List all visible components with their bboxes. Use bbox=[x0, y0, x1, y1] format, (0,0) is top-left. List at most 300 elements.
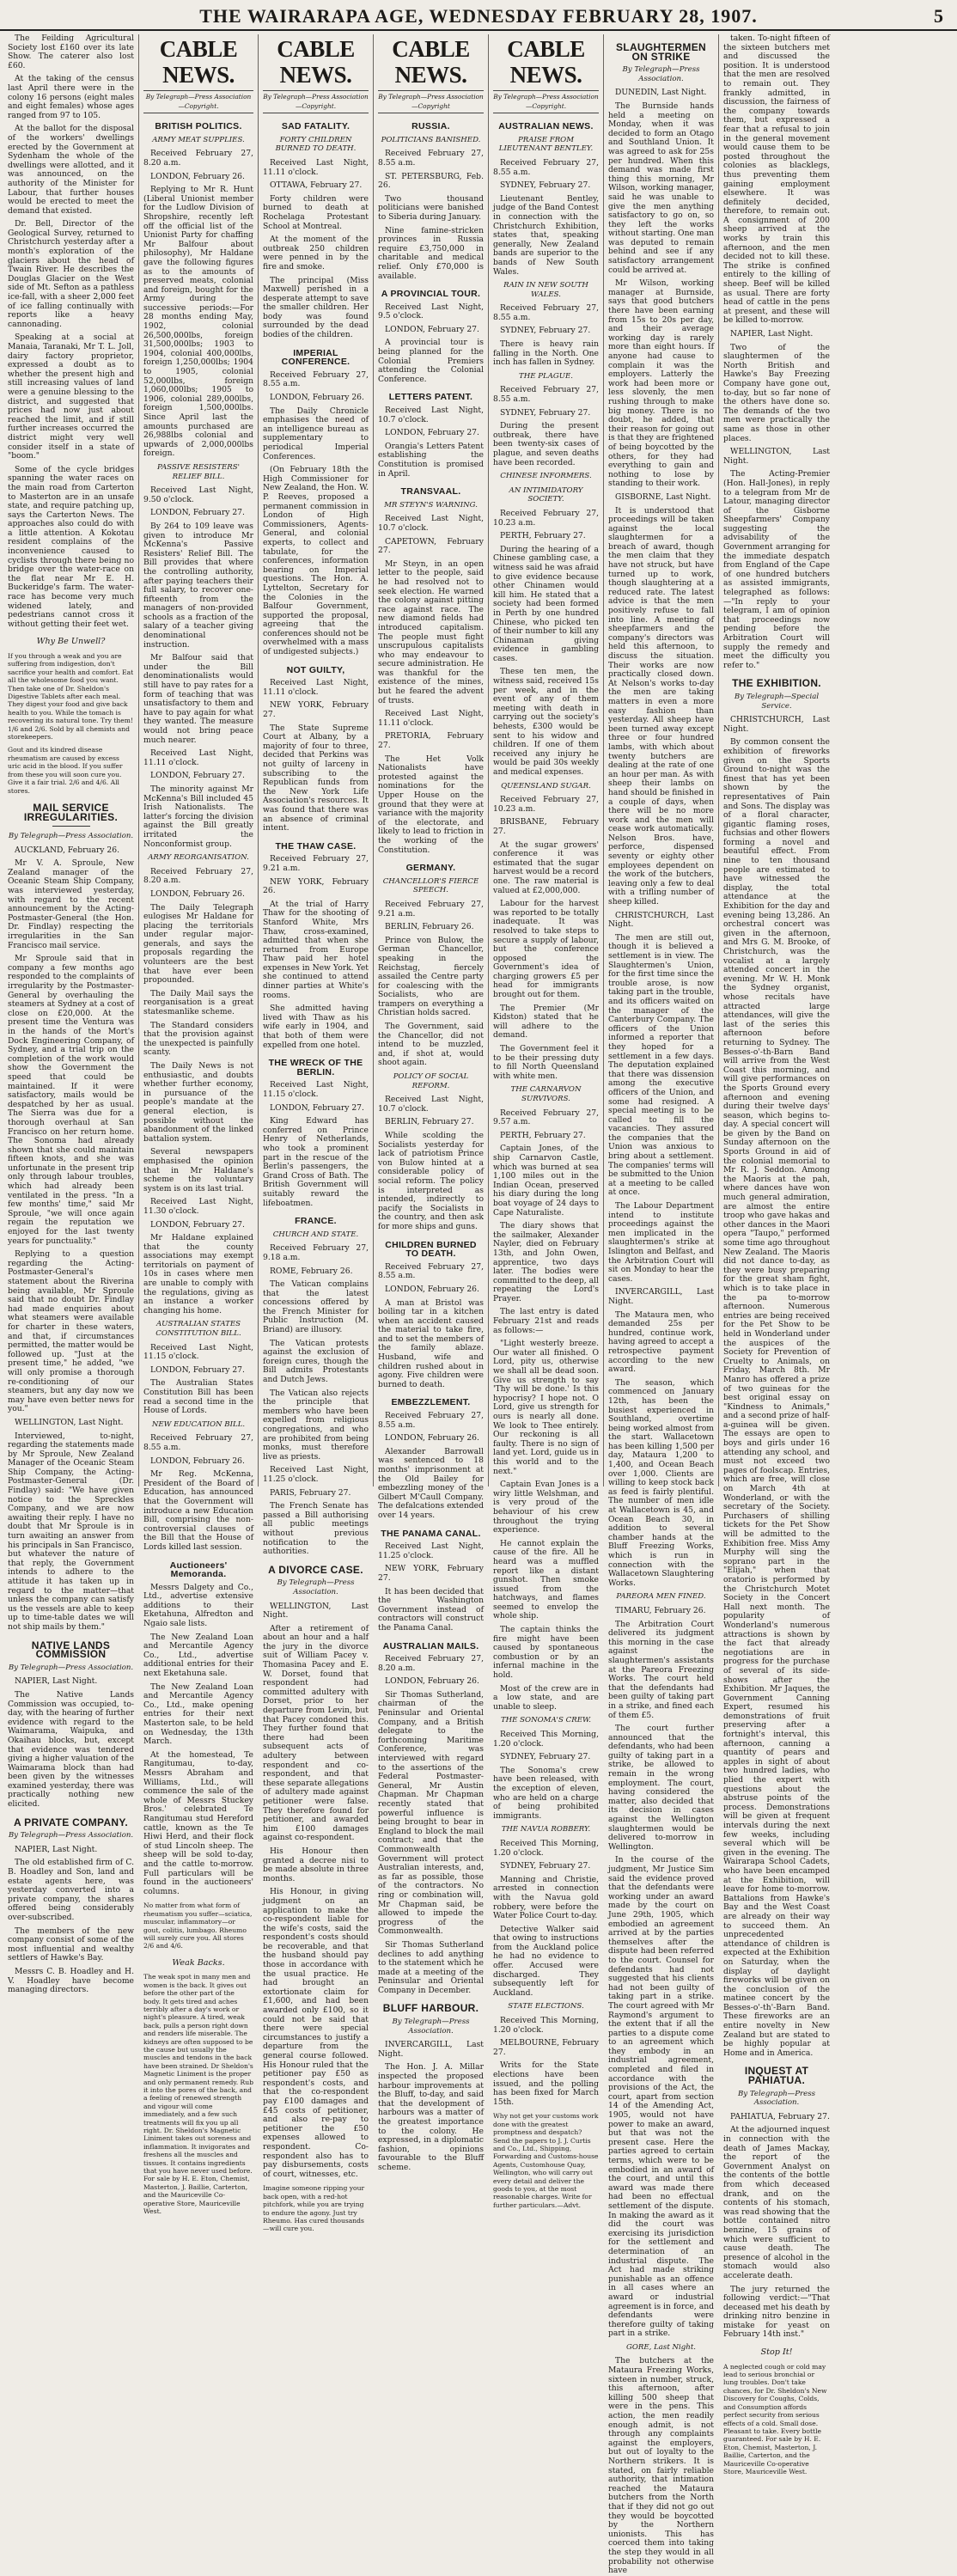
subheading: MR STEYN'S WARNING. bbox=[384, 500, 478, 510]
paragraph: The Hon. J. A. Millar inspected the proposed harbour improvements at the Bluff, to-day, and said that the development of harbours was a matter of the greatest importance to the colony. He expressed, in a diplomatic fashion, opinions favourable to the Bluff scheme. bbox=[378, 2062, 484, 2172]
paragraph: The Acting-Premier (Hon. Hall-Jones), in reply to a telegram from Mr de Latour, managing director of the Gisborne Sheepfarmers' Company suggesting the advisability of the Government arranging for the immediate despatch from England of the Cape of one hundred butchers as assisted immigrants, telegraphed as follows:—"In reply to your telegram, I am of opinion that proceedings now pending before the Arbitration Court will supply the remedy and meet the difficulty you refer to." bbox=[723, 469, 830, 670]
byline: By Telegraph—Press Association—Copyright. bbox=[143, 90, 253, 113]
section-heading: SAD FATALITY. bbox=[281, 121, 350, 132]
paragraph: The Daily Mail says the reorganisation is a great statesmanlike scheme. bbox=[143, 988, 253, 1017]
paragraph: LONDON, February 26. bbox=[385, 1284, 479, 1294]
advert-text: Gout and its kindred disease rheumatism are caused by excess uric acid in the blood. If you suffer from these you will soon cure you. Give it a fair trial. 2/6 and 4/6. All stores. bbox=[8, 746, 123, 795]
paragraph: LONDON, February 26. bbox=[150, 171, 245, 181]
paragraph: Two of the slaughtermen of the North British and Hawke's Bay Freezing Company have gone out, to-day, but so far none of the others have done so. The demands of the two men were practically the same as those in other places. bbox=[723, 342, 830, 443]
paragraph: NEW YORK, February 27. bbox=[263, 700, 369, 720]
paragraph: Labour for the harvest was reported to be totally inadequate. It was resolved to take steps to secure a supply of labour, but the conference opposed the Government's idea of charging growers £5 per head for immigrants brought out for them. bbox=[493, 899, 599, 1000]
subheading: GORE, Last Night. bbox=[625, 2342, 697, 2352]
paragraph: Received Last Night, 9.50 o'clock. bbox=[143, 485, 253, 504]
paragraph: The Government, said the Chancellor, did not intend to be muzzled, and, if shot at, would shoot again. bbox=[378, 1022, 484, 1068]
article-body bbox=[378, 1542, 484, 1633]
paragraph: Mr Balfour said that under the Bill denominationalists would still have to pay rates for a form of teaching that was unsatisfactory to them and have to pay again for what they wanted. The measure would not bring peace much nearer. bbox=[143, 653, 253, 745]
article-body bbox=[608, 2357, 714, 2575]
paragraph: The Daily Telegraph eulogises Mr Haldane for placing the territorials under regular major-generals, and says the proposals regarding the volunteers are the best that have ever been propounded. bbox=[143, 902, 253, 986]
paragraph: LONDON, February 27. bbox=[385, 428, 479, 438]
paragraph: The Sonoma's crew have been released, with the exception of eleven, who are held on a charge of being prohibited immigrants. bbox=[493, 1765, 599, 1821]
advert-text: No matter from what form of rheumatism you suffer—sciatica, muscular, inflammatory—or gout, colitis, lumbago. Rheumo will surely cure you. All stores 2/6 and 4/6. bbox=[143, 1901, 253, 1950]
paragraph: The diary shows that the sailmaker, Alexander Nayler, died on February 13th, and John Owen, apprentice, two days later. The bodies were committed to the deep, all repeating the Lord's Prayer. bbox=[493, 1221, 599, 1303]
paragraph: ROME, February 26. bbox=[270, 1266, 353, 1276]
subheading: STATE ELECTIONS. bbox=[508, 2002, 584, 2011]
paragraph: During the present outbreak, there have been twenty-six cases of plague, and seven deaths have been recorded. bbox=[493, 421, 599, 467]
paragraph: ST. PETERSBURG, Feb. 26. bbox=[378, 171, 484, 191]
subheading: THE NAVUA ROBBERY. bbox=[501, 1825, 591, 1834]
paragraph: Some of the cycle bridges spanning the water races on the main road from Carterton to Masterton are in an unsafe state, and require patching up, says the Carterton News. The approaches also could do with a little attention. A Kokotau resident complains of the inconvenience caused to cyclists through there being no bridge over the water-race on the flat near Mr E. H. Buckeridge's farm. The water-race has become very much widened lately, and pedestrians cannot cross it without getting their feet wet. bbox=[8, 464, 134, 629]
article-body bbox=[608, 1607, 714, 2339]
paragraph: The butchers at the Mataura Freezing Works, sixteen in number, struck, this afternoon, after killing 500 sheep that were in the pens. This action, the men readily enough admit, is not through any complaints against the employers, but out of loyalty to the Northern strikers. It is stated, on fairly reliable authority, that intimation reached the Mataura butchers from the North that if they did not go out they would be boycotted by the Northern unionists. This has coerced them into taking the step they would in all probability not otherwise have bbox=[608, 2356, 714, 2576]
paragraph: BRISBANE, February 27. bbox=[493, 817, 599, 836]
paragraph: Orangia's Letters Patent establishing the Constitution is promised in April. bbox=[378, 441, 484, 479]
byline: By Telegraph—Press Association—Copyright bbox=[378, 90, 484, 113]
paragraph: A provincial tour is being planned for the Colonial Premiers attending the Colonial Conference. bbox=[378, 338, 484, 384]
paragraph: Received This Morning, 1.20 o'clock. bbox=[493, 1838, 599, 1858]
paragraph: SYDNEY, February 27. bbox=[500, 180, 591, 191]
paragraph: Nine famine-stricken provinces in Russia require £3,750,000 in charitable and medical relief. Only £70,000 is available. bbox=[378, 225, 484, 281]
paragraph: GISBORNE, Last Night. bbox=[615, 491, 711, 502]
paragraph: Replying to Mr R. Hunt (Liberal Unionist member for the Ludlow Division of Shropshire, recently left off the official list of the Unionist Party for chaffing Mr Balfour about philosophy), Mr Haldane gave the following figures as to the amounts of preserved meats, colonial and foreign, bought for the Army during the successive periods:—For 28 months ending May, 1902, colonial 26,500,000lbs, foreign 31,500,000lbs; 1903 to 1904, colonial 400,000lbs, foreign 1,250,000lbs; 1904 to 1905, colonial 52,000lbs, foreign 1,060,000lbs; 1905 to 1906, colonial 289,000lbs, foreign 1,500,000lbs. Since April last the amounts purchased are 26,988lbs colonial and upwards of 2,000,000lbs foreign. bbox=[143, 185, 253, 459]
article-body bbox=[493, 1840, 599, 1999]
paragraph: Received Last Night, 11.25 o'clock. bbox=[263, 1465, 369, 1484]
paragraph: The Arbitration Court delivered its judgment this morning in the case against the slaughtermen's assistants at the Pareora Freezing Works. The court held that the defendants had been guilty of taking part in a strike, and fined each of them £5. bbox=[608, 1619, 714, 1720]
section-heading: FRANCE. bbox=[295, 1216, 337, 1227]
paragraph: CHRISTCHURCH, Last Night. bbox=[723, 715, 830, 734]
paragraph: SYDNEY, February 27. bbox=[500, 1861, 591, 1871]
cable-news-banner: CABLE NEWS. bbox=[507, 36, 585, 88]
paragraph: Received February 27, 8.20 a.m. bbox=[143, 149, 253, 168]
paragraph: Received February 27, 10.23 a.m. bbox=[493, 508, 599, 528]
paragraph: His Honour, in giving judgment on an application to make the co-respondent liable for the wife's costs, said the respondent's costs should be recoverable, and that the husband should pay those in accordance with the usual practice. He had brought an extortionate claim for £1,600, and had been awarded only £100, so it could not be said that there were special circumstances to justify a departure from the general course followed. His Honour ruled that the petitioner pay £50 as respondent's costs, and that the co-respondent pay £100 damages and £45 costs of petitioner, and also re-pay to petitioner the £50 expenses allowed to respondent. Co-respondent also has to pay disbursements, costs of court, witnesses, etc. bbox=[263, 1887, 369, 2179]
paragraph: Several newspapers emphasised the opinion that in Mr Haldane's scheme the voluntary system is on its last trial. bbox=[143, 1147, 253, 1193]
article-body bbox=[8, 846, 134, 1633]
paragraph: The Australian States Constitution Bill has been read a second time in the House of Lords. bbox=[143, 1378, 253, 1416]
paragraph: The Feilding Agricultural Society lost £160 over its late Show. The caterer also lost £60. bbox=[8, 34, 134, 70]
paragraph: At the homestead, Te Rangitumau, to-day, Messrs Abraham and Williams, Ltd., will commence the sale of the whole of Messrs Stuckey Bros.' celebrated Te Rangitumau stud Hereford cattle, known as the Te Hiwi Herd, and their flock of stud Lincoln sheep. The sheep will be sold to-day, and the cattle to-morrow. Full particulars will be found in the auctioneers' columns. bbox=[143, 1749, 253, 1896]
paragraph: Mr Reg. McKenna, President of the Board of Education, has announced that the Government will introduce a new Education Bill, comprising the non-controversial clauses of the Bill that the House of Lords killed last session. bbox=[143, 1469, 253, 1552]
article-heading: MAIL SERVICE IRREGULARITIES. bbox=[23, 801, 119, 823]
article-body bbox=[263, 1081, 369, 1208]
paragraph: Mr Haldane explained that the county associations may exempt territorials on payment of 10s in cases where men are unable to comply with the regulations, giving as an instance a worker changing his home. bbox=[143, 1233, 253, 1315]
paragraph: The men are still out, though it is believed a settlement is in view. The Slaughtermen's Union, for the first time since the trouble arose, is now taking part in the trouble, and its officers waited on the manager of the Canterbury Company. The officers of the Union informed a reporter that they hoped for a settlement in a few days. The deputation explained that there was dissension among the executive officers of the Union, and some had resigned. A special meeting is to be called to fill the vacancies. They assured the companies that the Union was anxious to bring about a settlement. The companies' terms will be submitted to the Union at a meeting to be called at once. bbox=[608, 932, 714, 1198]
section-heading: AUSTRALIAN MAILS. bbox=[382, 1640, 479, 1651]
paragraph: Received Last Night, 10.7 o'clock. bbox=[378, 1095, 484, 1114]
article-heading: A PRIVATE COMPANY. bbox=[14, 1816, 128, 1828]
article-body bbox=[378, 2041, 484, 2172]
paragraph: At the taking of the census last April there were in the colony 16 persons (eight males and eight females) whose ages ranged from 97 to 105. bbox=[8, 74, 134, 120]
paragraph: Received Last Night, 11.11 o'clock. bbox=[263, 157, 369, 177]
paragraph: taken. To-night fifteen of the sixteen butchers met and discussed the position. It is understood that the men are resolved to remain out. They frankly admitted, in discussion, the fairness of the company towards them, but expressed a fear that a refusal to join in the general movement would cause them to be posted throughout the colonies as blacklegs, thus preventing them gaining employment elsewhere. It was definitely decided, therefore, to remain out. A consignment of 200 sheep arrived at the works by train this afternoon, and the men decided not to kill these. The strike is confined entirely to the killing of sheep. Beef will be killed as usual. There are forty head of cattle in the pens at present, and these will be killed to-morrow. bbox=[723, 34, 830, 326]
paragraph: The old established firm of C. B. Hoadley and Son, land and estate agents here, was yesterday converted into a private company, the shares offered being considerably over-subscribed. bbox=[8, 1858, 134, 1922]
article-body bbox=[378, 303, 484, 385]
paragraph: It is understood that proceedings will be taken against the local slaughtermen for a breach of award, though the men claim that they have not struck, but have turned up to work, though slaughtering at a reduced rate. The latest advice is that the men positively refuse to fall into line. A meeting of sheepfarmers and the company's directors was held this afternoon, to discuss the situation. Their works are now practically closed down. At Nelson's works to-day the men are taking matters in even a more easy fashion than yesterday. All sheep have been turned away except three or four hundred lambs, with which about twenty butchers are dealing at the rate of one an hour per man. As with sheep their lambs on hand should be finished in a couple of days, when there will be no more work and the men will cease work automatically. Nelson Bros. have, perforce, dispensed seventy or eighty other employees dependent on the work of the butchers, leaving only a few to deal with a trifling number of sheep killed. bbox=[608, 505, 714, 907]
section-heading: TRANSVAAL. bbox=[400, 486, 461, 497]
paragraph: The principal (Miss Maxwell) perished in a desperate attempt to save the smaller children. Her body was found surrounded by the dead bodies of the children. bbox=[263, 275, 369, 340]
subheading: NEW EDUCATION BILL. bbox=[151, 1419, 246, 1429]
paragraph: Received Last Night, 11.11 o'clock. bbox=[263, 678, 369, 697]
subheading: THE SONOMA'S CREW. bbox=[500, 1716, 592, 1725]
section-heading: SLAUGHTERMEN ON STRIKE bbox=[616, 41, 706, 63]
paragraph: Received Last Night, 11.11 o'clock. bbox=[378, 709, 484, 728]
paragraph: CHRISTCHURCH, Last Night. bbox=[608, 910, 714, 930]
article-body bbox=[263, 679, 369, 833]
paragraph: King Edward has conferred on Prince Henry of Netherlands, who took a prominent part in the rescue of the Berlin's passengers, the Grand Cross of Bath. The British Government will suitably reward the lifeboatmen. bbox=[263, 1116, 369, 1208]
paragraph: Speaking at a social at Manaia, Taranaki, Mr T. L. Joll, dairy factory proprietor, expressed a doubt as to whether the present high and still increasing values of land were a genuine blessing to the district, and suggested that prices had now just about reached the limit, and if still further increases occurred the district might very well consider itself in a state of "boom." bbox=[8, 333, 134, 461]
paragraph: NAPIER, Last Night. bbox=[15, 1676, 98, 1687]
article-body bbox=[263, 1602, 369, 2180]
paragraph: While scolding the Socialists yesterday for lack of patriotism Prince von Bulow hinted at a considerable policy of social reform. The policy is interpreted as intended, indirectly to pacify the Socialists in the country, and then ask for more ships and guns. bbox=[378, 1131, 484, 1231]
subheading: FORTY CHILDREN BURNED TO DEATH. bbox=[275, 135, 357, 154]
paragraph: The Mataura men, who demanded 25s per hundred, continue work, having agreed to accept a retrospective payment according to the new award. bbox=[608, 1309, 714, 1375]
advert-heading: Weak Backs. bbox=[172, 1957, 225, 1968]
paragraph: The court further announced that the defendants, who had been guilty of taking part in a strike, be allowed to remain in the wrong employment. The court, having considered the matter, also decided that its decision in cases against the Wellington slaughtermen would be delivered to-morrow in Wellington. bbox=[608, 1724, 714, 1852]
paragraph: PARIS, February 27. bbox=[270, 1487, 351, 1498]
paragraph: "Light westerly breeze. Our water all finished. O Lord, pity us, otherwise we shall all be dead soon. Give us strength to say 'Thy will be done.' Is this hypocrisy? I hope not. O Lord, give us strength for ours is nearly all done. We look to Thee entirely. Our reckoning is all faulty. There is no sign of land yet. Lord, guide us in this world and to the next." bbox=[493, 1339, 599, 1476]
section-heading: Auctioneers' Memoranda. bbox=[169, 1560, 228, 1580]
byline: By Telegraph—Special Service. bbox=[734, 692, 820, 711]
article-body bbox=[723, 716, 830, 2058]
subheading: THE PLAGUE. bbox=[518, 371, 574, 381]
paragraph: The Daily News is not enthusiastic, and doubts whether further economy, in pursuance of the people's mandate at the general election, is possible without the abandonment of the linked battalion system. bbox=[143, 1061, 253, 1144]
paragraph: Mr Wilson, working manager at Burnside, says that good butchers there have been earning from 15s to 20s per day, and their average working day is rarely more than eight hours. If anyone had cause to complain it was the employers. Latterly the work had been more or less slovenly, the men rushing through to make big money. There is no doubt, he added, that their reason for going out is that they are frightened of being boycotted by the others, for they had everything to gain and nothing to lose by standing to their work. bbox=[608, 278, 714, 489]
paragraph: SYDNEY, February 27. bbox=[500, 407, 591, 418]
paragraph: The Daily Chronicle emphasises the need of an intelligence bureau as supplementary to periodical Imperial Conferences. bbox=[263, 406, 369, 461]
paragraph: Replying to a question regarding the Acting-Postmaster-General's statement about the Riverina being available, Mr Sproule said that no doubt Dr. Findlay had made enquiries about what steamers were available for charter in these waters, and that, if circumstances permitted, the matter would be followed up. "Just at the present time," he added, "we will only promise a thorough re-conditioning of our steamers, but any day now we may have even better news for you." bbox=[8, 1249, 134, 1414]
paragraph: The captain thinks the fire might have been caused by spontaneous combustion or by an infernal machine in the hold. bbox=[493, 1625, 599, 1681]
paragraph: LONDON, February 27. bbox=[385, 324, 479, 334]
paragraph: (On February 18th the High Commissioner for New Zealand, the Hon. W. P. Reeves, proposed a permanent commission in London of High Commissioners, Agents-General, and colonial experts, to collect and tabulate, for the conferences, information bearing on Imperial questions. The Hon. A. Lyttelton, Secretary for the Colonies in the Balfour Government, supported the proposal, agreeing that the conferences should not be overwhelmed with a mass of undigested subjects.) bbox=[263, 465, 369, 657]
paragraph: At the trial of Harry Thaw for the shooting of Stanford White, Mrs Thaw, cross-examined, admitted that when she returned from Europe Thaw paid her hotel expenses in New York. Yet she continued to attend dinner parties at White's rooms. bbox=[263, 899, 369, 1000]
subheading: RAIN IN NEW SOUTH WALES. bbox=[503, 281, 588, 299]
paragraph: WELLINGTON, Last Night. bbox=[15, 1417, 124, 1427]
paragraph: Mr Steyn, in an open letter to the people, said he had resolved not to seek election. He warned the colony against pitting race against race. The new diamond fields had introduced capitalism. The people must fight unscrupulous capitalists who may endeavour to secure administration. He was thankful for the existence of the mines, but he feared the advent of trusts. bbox=[378, 559, 484, 705]
paragraph: The New Zealand Loan and Mercantile Agency Co., Ltd., advertise additional entries for their next Eketahuna sale. bbox=[143, 1632, 253, 1679]
column-6 bbox=[604, 34, 719, 2576]
paragraph: SYDNEY, February 27. bbox=[500, 326, 591, 336]
paragraph: Received This Morning, 1.20 o'clock. bbox=[493, 1730, 599, 1749]
subheading: THE CARNARVON SURVIVORS. bbox=[510, 1085, 582, 1103]
paragraph: LONDON, February 26. bbox=[270, 393, 364, 403]
paragraph: Mr V. A. Sproule, New Zealand manager of the Oceanic Steam Ship Company, was interviewed yesterday, with regard to the recent announcement by the Acting-Postmaster-General (the Hon. Dr. Findlay) respecting the irregularities in the San Francisco mail service. bbox=[8, 858, 134, 950]
article-body bbox=[378, 900, 484, 1068]
paragraph: TIMARU, February 26. bbox=[615, 1605, 706, 1615]
paragraph: NEW YORK, February 27. bbox=[378, 1564, 484, 1583]
subheading: ARMY MEAT SUPPLIES. bbox=[152, 135, 245, 144]
article-body bbox=[493, 159, 599, 277]
section-heading: BLUFF HARBOUR. bbox=[382, 2002, 479, 2015]
subheading: CHURCH AND STATE. bbox=[272, 1230, 359, 1239]
article-body bbox=[723, 34, 830, 670]
paragraph: Detective Walker said that owing to instructions from the Auckland police he had no evidence to offer. Accused were discharged. They subsequently left for Auckland. bbox=[493, 1924, 599, 1998]
paragraph: LONDON, February 26. bbox=[150, 1456, 245, 1466]
paragraph: The Standard considers that the provision against the unexpected is painfully scanty. bbox=[143, 1020, 253, 1058]
section-heading: EMBEZZLEMENT. bbox=[391, 1397, 471, 1408]
paragraph: The Native Lands Commission was occupied, to-day, with the hearing of further evidence with regard to the Waimarama, Waipuka, and Okaihau blocks, but, except that evidence was tendered giving a higher valuation of the Waimarama block than had been given by the witnesses examined yesterday, there was practically nothing new elicited. bbox=[8, 1689, 134, 1810]
paragraph: Lieutenant Bentley, judge of the Band Contest in connection with the Christchurch Exhibition, states that, speaking generally, New Zealand bands are superior to the bands of New South Wales. bbox=[493, 193, 599, 277]
paragraph: SYDNEY, February 27. bbox=[500, 1752, 591, 1762]
paragraph: Received February 27, 8.55 a.m. bbox=[143, 1433, 253, 1452]
local-news-paragraphs bbox=[8, 34, 134, 629]
article-heading: NATIVE LANDS COMMISSION bbox=[31, 1639, 111, 1661]
paragraph: NAPIER, Last Night. bbox=[15, 1844, 98, 1854]
article-body bbox=[143, 150, 253, 459]
section-heading: THE THAW CASE. bbox=[275, 840, 357, 852]
paragraph: There is heavy rain falling in the North. One inch has fallen in Sydney. bbox=[493, 339, 599, 368]
article-body bbox=[378, 515, 484, 855]
subheading: AUSTRALIAN STATES CONSTITUTION BILL. bbox=[155, 1320, 241, 1339]
paragraph: WELLINGTON, Last Night. bbox=[263, 1601, 369, 1621]
column-5 bbox=[489, 34, 604, 2209]
paragraph: Received Last Night, 11.11 o'clock. bbox=[143, 748, 253, 767]
paragraph: By 264 to 109 leave was given to introduce Mr McKenna's Passive Resisters' Relief Bill. The Bill provides that where the controlling authority, after paying teachers their full salary, to recover one-fifteenth from the managers of non-provided schools as a fraction of the salary of a teacher giving denominational instruction. bbox=[143, 521, 253, 650]
article-body bbox=[378, 406, 484, 479]
article-body bbox=[493, 510, 599, 778]
advert-text: If you through a weak and you are suffering from indigestion, don't sacrifice your health and comfort. Eat all the wholesome food you want. Then take one of Dr. Sheldon's Digestive Tablets after each meal. They digest your food and give back health to you. While the tomach is recovering its natural tone. Try them! 1/6 and 2/6. Sold by all chemists and storekeepers. bbox=[8, 652, 134, 742]
subheading: POLICY OF SOCIAL REFORM. bbox=[393, 1072, 469, 1090]
column-2 bbox=[139, 34, 259, 2216]
article-body bbox=[493, 1109, 599, 1712]
column-4 bbox=[374, 34, 489, 2172]
paragraph: The New Zealand Loan and Mercantile Agency Co., Ltd., make opening entries for their next Masterton sale, to be held on Wednesday, the 13th March. bbox=[143, 1682, 253, 1747]
subheading: QUEENSLAND SUGAR. bbox=[501, 781, 591, 791]
paragraph: A man at Bristol was boiling tar in a kitchen when an accident caused the material to take fire, and to set the members of the family ablaze. Husband, wife and children rushed about in agony. Five children were burned to death. bbox=[378, 1297, 484, 1389]
paragraph: Forty children were burned to death at Rochelaga Protestant School at Montreal. bbox=[263, 193, 369, 231]
article-body bbox=[378, 1412, 484, 1521]
paragraph: He cannot explain the cause of the fire. All he heard was a muffled report like a distant gunshot. Then smoke issued from the hatchways, and flames seemed to envelop the whole ship. bbox=[493, 1538, 599, 1621]
section-heading: A PROVINCIAL TOUR. bbox=[381, 289, 481, 300]
article-body bbox=[143, 1344, 253, 1416]
paragraph: His Honour then granted a decree nisi to be made absolute in three months. bbox=[263, 1846, 369, 1883]
paragraph: Received February 27, 8.55 a.m. bbox=[378, 1411, 484, 1430]
paragraph: The last entry is dated February 21st and reads as follows:— bbox=[493, 1307, 599, 1335]
section-heading: AUSTRALIAN NEWS. bbox=[498, 121, 594, 132]
subheading: CHINESE INFORMERS. bbox=[500, 472, 592, 481]
paragraph: Interviewed, to-night, regarding the statements made by Mr Sproule, New Zealand Manager of the Oceanic Steam Ship Company, the Acting-Postmaster-General (Dr. Findlay) said: "We have given notice to the Spreckles Company, and we are now awaiting their reply. I have no doubt that Mr Sproule is in turn awaiting an answer from his principals in San Francisco, but whatever the nature of that reply, the Government intends to adhere to the attitude it has taken up in regard to the matter—that unless the company can satisfy us the vessels are able to keep up to time-table dates we will not ship mails by them." bbox=[8, 1431, 134, 1632]
paragraph: LONDON, February 26. bbox=[150, 888, 245, 899]
byline: By Telegraph—Press Association. bbox=[277, 1578, 355, 1596]
paragraph: Received Last Night, 10.7 o'clock. bbox=[378, 514, 484, 533]
byline: By Telegraph—Press Association. bbox=[392, 2017, 470, 2036]
paragraph: Received February 27, 8.55 a.m. bbox=[378, 149, 484, 168]
article-body bbox=[143, 868, 253, 1316]
paragraph: AUCKLAND, February 26. bbox=[15, 845, 120, 855]
article-body bbox=[143, 1584, 253, 1897]
paragraph: The season, which commenced on January 12th, has been the busiest experienced in Southland, overtime being worked almost from the start. Wallacetown has been killing 1,500 per day, Mataura 1,200 to 1,400, and Ocean Beach over 1,000. Clients are willing to keep stock back as feed is fairly plentiful. The number of men idle at Wallacetown is 45, and Ocean Beach 30, in addition to several chamber hands at the Bluff Freezing Works, which is run in connection with the Wallacetown Slaughtering Works. bbox=[608, 1377, 714, 1588]
paragraph: The jury returned the following verdict:—"That deceased met his death by drinking nitro benzine in mistake for yeast on February 14th inst." bbox=[723, 2284, 830, 2340]
cable-news-banner: CABLE NEWS. bbox=[277, 36, 355, 88]
article-body bbox=[378, 1096, 484, 1231]
article-body bbox=[493, 304, 599, 368]
section-heading: NOT GUILTY, bbox=[286, 664, 345, 675]
page-number: 5 bbox=[934, 5, 943, 27]
article-body bbox=[263, 855, 369, 1050]
paragraph: LONDON, February 27. bbox=[150, 1219, 245, 1230]
paragraph: PERTH, February 27. bbox=[500, 1130, 586, 1140]
column-3 bbox=[259, 34, 374, 2233]
paragraph: Captain Evan Jones is a wiry little Welshman, and is very proud of the behaviour of his crew throughout the trying experience. bbox=[493, 1480, 599, 1535]
article-body bbox=[8, 1846, 134, 1995]
article-body bbox=[378, 1655, 484, 1995]
paragraph: LONDON, February 26. bbox=[385, 1676, 479, 1687]
subheading: AN INTIMIDATORY SOCIETY. bbox=[509, 485, 583, 504]
paragraph: The members of the new company consist of some of the most influential and wealthy settlers of Hawke's Bay. bbox=[8, 1926, 134, 1963]
paragraph: The Vatican complains that the latest concessions offered by the French Minister for Public Instruction (M. Briand) are illusory. bbox=[263, 1279, 369, 1335]
paragraph: PAHIATUA, February 27. bbox=[730, 2111, 830, 2121]
article-body bbox=[143, 1434, 253, 1552]
section-heading: INQUEST AT PAHIATUA. bbox=[744, 2065, 809, 2087]
paragraph: LONDON, February 26. bbox=[385, 1433, 479, 1444]
paragraph: At the sugar growers' conference it was estimated that the sugar harvest would be a record one. The raw material is valued at £2,000,000. bbox=[493, 839, 599, 895]
paragraph: Received February 27, 10.23 a.m. bbox=[493, 795, 599, 814]
paragraph: OTTAWA, February 27. bbox=[270, 180, 363, 191]
paragraph: Received Last Night, 11.15 o'clock. bbox=[143, 1342, 253, 1362]
byline: By Telegraph—Press Association—Copyright. bbox=[493, 90, 599, 113]
paragraph: Mr Sproule said that in company a few months ago responded to the complaints of irregularity by the Postmaster-General by overhauling the steamers at Sydney at a cost of close on £20,000. At the present time the Ventura was in the hands of the Mort's Dock Engineering Company, of Sydney, and a trial trip on the completion of the work would show the Government the speed that could be maintained. If it were satisfactory, mails would be despatched by her as usual. The Sierra was due for a thorough overhaul at San Francisco on her return home. The Sonoma had already shown that she could maintain fifteen knots, and she was unfortunate in the present trip only through labour troubles, which had already been ventilated in the press. "In a few months' time," said Mr Sproule, "we will once again regain the reputation we enjoyed for the last twenty years for punctuality." bbox=[8, 954, 134, 1246]
subheading: CHANCELLOR'S FIERCE SPEECH. bbox=[382, 876, 479, 895]
paragraph: Received Last Night, 11.30 o'clock. bbox=[143, 1197, 253, 1216]
paragraph: Messrs Dalgety and Co., Ltd., advertise extensive additions to their Eketahuna, Alfredton and Ngaio sale lists. bbox=[143, 1582, 253, 1629]
paragraph: Received Last Night, 11.25 o'clock. bbox=[378, 1541, 484, 1560]
column-1 bbox=[3, 34, 139, 1995]
article-body bbox=[723, 2113, 830, 2340]
paragraph: The minority against Mr McKenna's Bill included 45 Irish Nationalists. The latter's forcing the division against the Bill greatly irritated the Nonconformist group. bbox=[143, 784, 253, 849]
advert-text: A neglected cough or cold may lead to serious bronchial or lung troubles. Don't take chances, for Dr. Sheldon's New Discovery for Coughs, Colds, and Consumption affords perfect security from serious effects of a cold. Small dose. Pleasant to take. Every bottle guaranteed. For sale by H. E. Eton, Chemist, Masterton, J. Baillie, Carterton, and the Mauriceville Co-operative Store, Mauriceville West. bbox=[723, 2362, 827, 2475]
article-body bbox=[263, 159, 369, 340]
paragraph: The Premier (Mr Kidston) stated that he will adhere to the demand. bbox=[493, 1003, 599, 1041]
section-heading: IMPERIAL CONFERENCE. bbox=[281, 347, 350, 368]
subheading: PASSIVE RESISTERS' RELIEF BILL. bbox=[156, 462, 241, 481]
masthead-title: THE WAIRARAPA AGE, WEDNESDAY FEBRUARY 28, 1907. bbox=[199, 5, 758, 27]
paragraph: Prince von Bulow, the German Chancellor, speaking in the Reichstag, fiercely assailed the Centre party for coalescing with the Socialists, who are trampers on everything a Christian holds sacred. bbox=[378, 935, 484, 1018]
paragraph: These ten men, the witness said, received 15s per week, and in the event of any of them meeting with death in carrying out the society's behests, £300 would be sent to his widow and children. If one of them received any injury he would be paid 30s weekly and medical expenses. bbox=[493, 667, 599, 777]
byline: By Telegraph—Press Association. bbox=[8, 1663, 134, 1672]
paragraph: Dr. Bell, Director of the Geological Survey, returned to Christchurch yesterday after a month's exploration of the glaciers about the head of Twain River. He describes the Douglas Glacier on the West side of Mt. Sefton as a pathless ice-fall, with a sheer 2,000 feet of ice falling continually with reports like a heavy cannonading. bbox=[8, 219, 134, 329]
paragraph: Captain Jones, of the ship Carnarvon Castle, which was burned at sea 1,100 miles out in the Indian Ocean, preserved his diary during the long boat voyage of 24 days to Cape Naturaliste. bbox=[493, 1144, 599, 1218]
paragraph: During the hearing of a Chinese gambling case, a witness said he was afraid to give evidence because other Chinamen would kill him. He stated that a society had been formed in Perth by one hundred Chinese, who picked ten of their number to kill any Chinaman giving evidence in gambling cases. bbox=[493, 544, 599, 663]
article-body bbox=[263, 1244, 369, 1556]
paragraph: Two thousand politicians were banished to Siberia during January. bbox=[378, 193, 484, 222]
byline: By Telegraph—Press Association—Copyright. bbox=[263, 90, 369, 113]
masthead bbox=[0, 0, 957, 31]
paragraph: Received February 27, 8.55 a.m. bbox=[493, 157, 599, 177]
paragraph: Received This Morning, 1.20 o'clock. bbox=[493, 2016, 599, 2035]
paragraph: BERLIN, February 26. bbox=[385, 922, 474, 932]
paragraph: Received February 27, 8.55 a.m. bbox=[493, 385, 599, 405]
paragraph: BERLIN, February 27. bbox=[385, 1117, 474, 1127]
paragraph: WELLINGTON, Last Night. bbox=[723, 447, 830, 466]
paragraph: LONDON, February 27. bbox=[150, 1364, 245, 1375]
paragraph: CAPETOWN, February 27. bbox=[378, 536, 484, 556]
paragraph: Received February 27, 9.21 a.m. bbox=[378, 899, 484, 919]
paragraph: Received February 27, 8.55 a.m. bbox=[263, 369, 369, 389]
paragraph: Received February 27, 8.20 a.m. bbox=[143, 866, 253, 886]
section-heading: THE EXHIBITION. bbox=[732, 677, 821, 690]
paragraph: At the ballot for the disposal of the workers' dwellings erected by the Government at Sydenham the whole of the dwellings were allotted, and it was announced, on the authority of the Minister for Labour, that further houses would be erected to meet the demand that existed. bbox=[8, 124, 134, 216]
paragraph: LONDON, February 27. bbox=[150, 771, 245, 781]
article-body bbox=[493, 1731, 599, 1821]
paragraph: Sir Thomas Sutherland declines to add anything to the statement which he made at a meeting of the Peninsular and Oriental Company in December. bbox=[378, 1939, 484, 1995]
advert-text: The weak spot in many men and women is the back. It gives out before the other part of the body. It gets tired and aches terribly after a day's work or night's pleasure. A tired, weak back, pulls a person right down and renders life miserable. The kidneys are often supposed to be the cause but usually the muscles and tendons in the back have been strained. Dr Sheldon's Magnetic Liniment is the proper and only permanent remedy. Rub it into the pores of the back, and a feeling of renewed strength and vigour will come immediately, and a few such treatments will fix you up all right. Dr. Sheldon's Magnetic Liniment takes out soreness and inflammation. It invigorates and freshens all the muscles and tissues. It contains ingredients that you have never used before. For sale by H. E. Eton, Chemist, Masterton, J. Baillie, Carterton, and the Mauriceville Co-operative Store, Mauriceville West. bbox=[143, 1973, 253, 2216]
article-body bbox=[608, 89, 714, 1588]
paragraph: At the moment of the outbreak 250 children were penned in by the fire and smoke. bbox=[263, 235, 369, 272]
cable-news-banner: CABLE NEWS. bbox=[159, 36, 238, 88]
section-heading: A DIVORCE CASE. bbox=[268, 1563, 363, 1576]
divider bbox=[52, 826, 90, 827]
byline: By Telegraph—Press Association. bbox=[737, 2089, 816, 2108]
paragraph: Received February 27, 8.55 a.m. bbox=[493, 303, 599, 322]
section-heading: BRITISH POLITICS. bbox=[155, 121, 242, 132]
subheading: PAREORA MEN FINED. bbox=[616, 1592, 706, 1602]
paragraph: It has been decided that the Washington Government instead of contractors will construct the Panama Canal. bbox=[378, 1586, 484, 1633]
article-body bbox=[493, 386, 599, 467]
paragraph: PRETORIA, February 27. bbox=[378, 731, 484, 751]
paragraph: The French Senate has passed a Bill authorising all public meetings without previous notification to the authorities. bbox=[263, 1501, 369, 1557]
article-body bbox=[493, 2017, 599, 2107]
paragraph: Received February 27, 9.21 a.m. bbox=[263, 854, 369, 873]
paragraph: Alexander Barrowall was sentenced to 18 months' imprisonment at the Old Bailey for embezzling money of the Gilbert M'Caull Company. The defalcations extended over 14 years. bbox=[378, 1446, 484, 1520]
paragraph: The Government feel it to be their pressing duty to fill North Queensland with white men. bbox=[493, 1044, 599, 1081]
paragraph: The Labour Department intend to institute proceedings against the men implicated in the slaughtermen's strike at Islington and Belfast, and the Arbitration Court will sit on Monday to hear the cases. bbox=[608, 1201, 714, 1284]
paragraph: Received February 27, 8.55 a.m. bbox=[378, 1261, 484, 1281]
paragraph: INVERCARGILL, Last Night. bbox=[608, 1287, 714, 1306]
paragraph: The State Supreme Court at Albany, by a majority of four to three, decided that Perkins was not guilty of larceny in subscribing to the Republican funds from the New York Life Association's resources. It was found that there was an absence of criminal intent. bbox=[263, 723, 369, 833]
paragraph: INVERCARGILL, Last Night. bbox=[378, 2040, 484, 2059]
paragraph: Sir Thomas Sutherland, chairman of the Peninsular and Oriental Company, and a British delegate to the forthcoming Maritime Conference, was interviewed with regard to the assertions of the Federal Postmaster-General, Mr Austin Chapman. Mr Chapman recently stated that powerful influence is being brought to bear in England to block the mail contract; and that the Commonwealth Government will protect Australian interests, and, as far as possible, those of the contractors. No ring or combination will, Mr Chapman said, be allowed to impede the progress of the Commonwealth. bbox=[378, 1689, 484, 1937]
paragraph: Received February 27, 9.57 a.m. bbox=[493, 1108, 599, 1127]
paragraph: Received Last Night, 11.15 o'clock. bbox=[263, 1080, 369, 1099]
paragraph: Messrs C. B. Hoadley and H. V. Hoadley have become managing directors. bbox=[8, 1966, 134, 1995]
article-body bbox=[378, 150, 484, 281]
advert-text: Imagine someone ripping your back open, with a red-hot pitchfork, while you are trying to endure the agony. Just try Rheumo. Has cured thousands—will cure you. bbox=[263, 2184, 365, 2233]
paragraph: The Het Volk Nationalists have protested against the nominations for the Upper House on the ground that they were at variance with the majority of the electorate, and likely to lead to friction in the working of the Constitution. bbox=[378, 754, 484, 855]
paragraph: Received Last Night, 9.5 o'clock. bbox=[378, 302, 484, 321]
advert-heading: Why Be Unwell? bbox=[36, 637, 106, 647]
column-7 bbox=[719, 34, 834, 2475]
byline: By Telegraph—Press Association. bbox=[8, 1831, 134, 1840]
subheading: ARMY REORGANISATION. bbox=[148, 853, 249, 863]
paragraph: NEW YORK, February 26. bbox=[263, 876, 369, 896]
paragraph: The Vatican also rejects the principle that members who have been expelled from religious congregations, and who are prohibited from being monks, must therefore live as priests. bbox=[263, 1388, 369, 1462]
paragraph: MELBOURNE, February 27. bbox=[493, 2038, 599, 2057]
paragraph: Manning and Christie, arrested in connection with the Navua gold robbery, were before the Water Police Court to-day. bbox=[493, 1874, 599, 1921]
paragraph: In the course of the judgment, Mr Justice Sim said the evidence proved that the defendants were working under an award made by the court on June 29th, 1905, which embodied an agreement arrived at by the parties themselves after the dispute had been referred to the court. Counsel for defendants had not suggested that his clients had not been guilty of taking part in a strike. The court agreed with Mr Raymond's argument to the extent that if all the parties to a dispute come to an agreement which they embody in an industrial agreement, completed and filed in accordance with the provisions of the Act, the court, apart from section 14 of the Amending Act, 1905, would not have power to make an award, but that was not the present case. Here the parties agreed to certain terms, which were to be embodied in an award of the court, and until this award was made there had been no effectual settlement of the dispute. In making the award as it did the court was exercising its jurisdiction for the settlement and determination of an industrial dispute. The Act had made striking punishable as an offence in all cases where an award or industrial agreement is in force, and defendants were therefore guilty of taking part in a strike. bbox=[608, 1855, 714, 2339]
paragraph: Received Last Night, 10.7 o'clock. bbox=[378, 406, 484, 424]
subheading: POLITICIANS BANISHED. bbox=[381, 135, 481, 144]
section-heading: THE WRECK OF THE BERLIN. bbox=[268, 1058, 363, 1077]
paragraph: Most of the crew are in a low state, and are unable to sleep. bbox=[493, 1683, 599, 1712]
article-body bbox=[493, 796, 599, 1081]
section-heading: LETTERS PATENT. bbox=[388, 392, 473, 403]
paragraph: The Vatican protests against the exclusion of foreign cures, though the Bill admits Protestants and Dutch Jews. bbox=[263, 1338, 369, 1385]
paragraph: The Burnside hands held a meeting on Monday, when it was decided to form an Otago and Southland Union. It was agreed to ask for 25s per hundred. When this demand was made first thing this morning, Mr Wilson, working manager, said he was unable to give the men anything satisfactory to go on, so they left the works without starting. One man was deputed to remain behind and see if any satisfactory arrangement could be arrived at. bbox=[608, 101, 714, 275]
paragraph: Received February 27, 9.18 a.m. bbox=[263, 1243, 369, 1262]
byline: By Telegraph—Press Association. bbox=[8, 832, 134, 841]
paragraph: Writs for the State elections have been issued, and the polling has been fixed for March 15th. bbox=[493, 2060, 599, 2107]
paragraph: DUNEDIN, Last Night. bbox=[615, 88, 707, 98]
article-body bbox=[143, 486, 253, 849]
advert-heading: Stop It! bbox=[760, 2347, 793, 2358]
section-heading: CHILDREN BURNED TO DEATH. bbox=[385, 1239, 477, 1260]
advert-text: Why not get your customs work done with the greatest promptness and despatch? Send the papers to J. J. Curtis and Co., Ltd., Shipping, Forwarding and Customs-house Agents, Customhouse Quay, Wellington, who will carry out every detail and deliver the goods to you, at the most reasonable charges. Write for further particulars.—Advt. bbox=[493, 2112, 599, 2209]
paragraph: At the adjourned inquest in connection with the death of James Mackay, the report of the Government Analyst on the contents of the bottle from which deceased drank, and on the contents of his stomach, was read showing that the bottle contained nitro benzine, 15 grains of which were sufficient to cause death. The presence of alcohol in the stomach would also accelerate death. bbox=[723, 2125, 830, 2280]
paragraph: PERTH, February 27. bbox=[500, 531, 586, 541]
paragraph: Received February 27, 8.20 a.m. bbox=[378, 1654, 484, 1673]
paragraph: NAPIER, Last Night. bbox=[730, 329, 814, 339]
paragraph: After a retirement of about an hour and a half the jury in the divorce suit of William Pacey v. Thomasina Pacey and E. W. Dorset, found that respondent had committed adultery with Dorset, prior to her departure from Levin, but that Pacey condoned this. They further found that there had been subsequent acts of adultery between respondent and co-respondent, and that these separate allegations of adultery made against petitioner were false. They therefore found for petitioner, and awarded him £100 damages against co-respondent. bbox=[263, 1623, 369, 1843]
article-body bbox=[378, 1263, 484, 1390]
paragraph: LONDON, February 27. bbox=[270, 1102, 364, 1113]
